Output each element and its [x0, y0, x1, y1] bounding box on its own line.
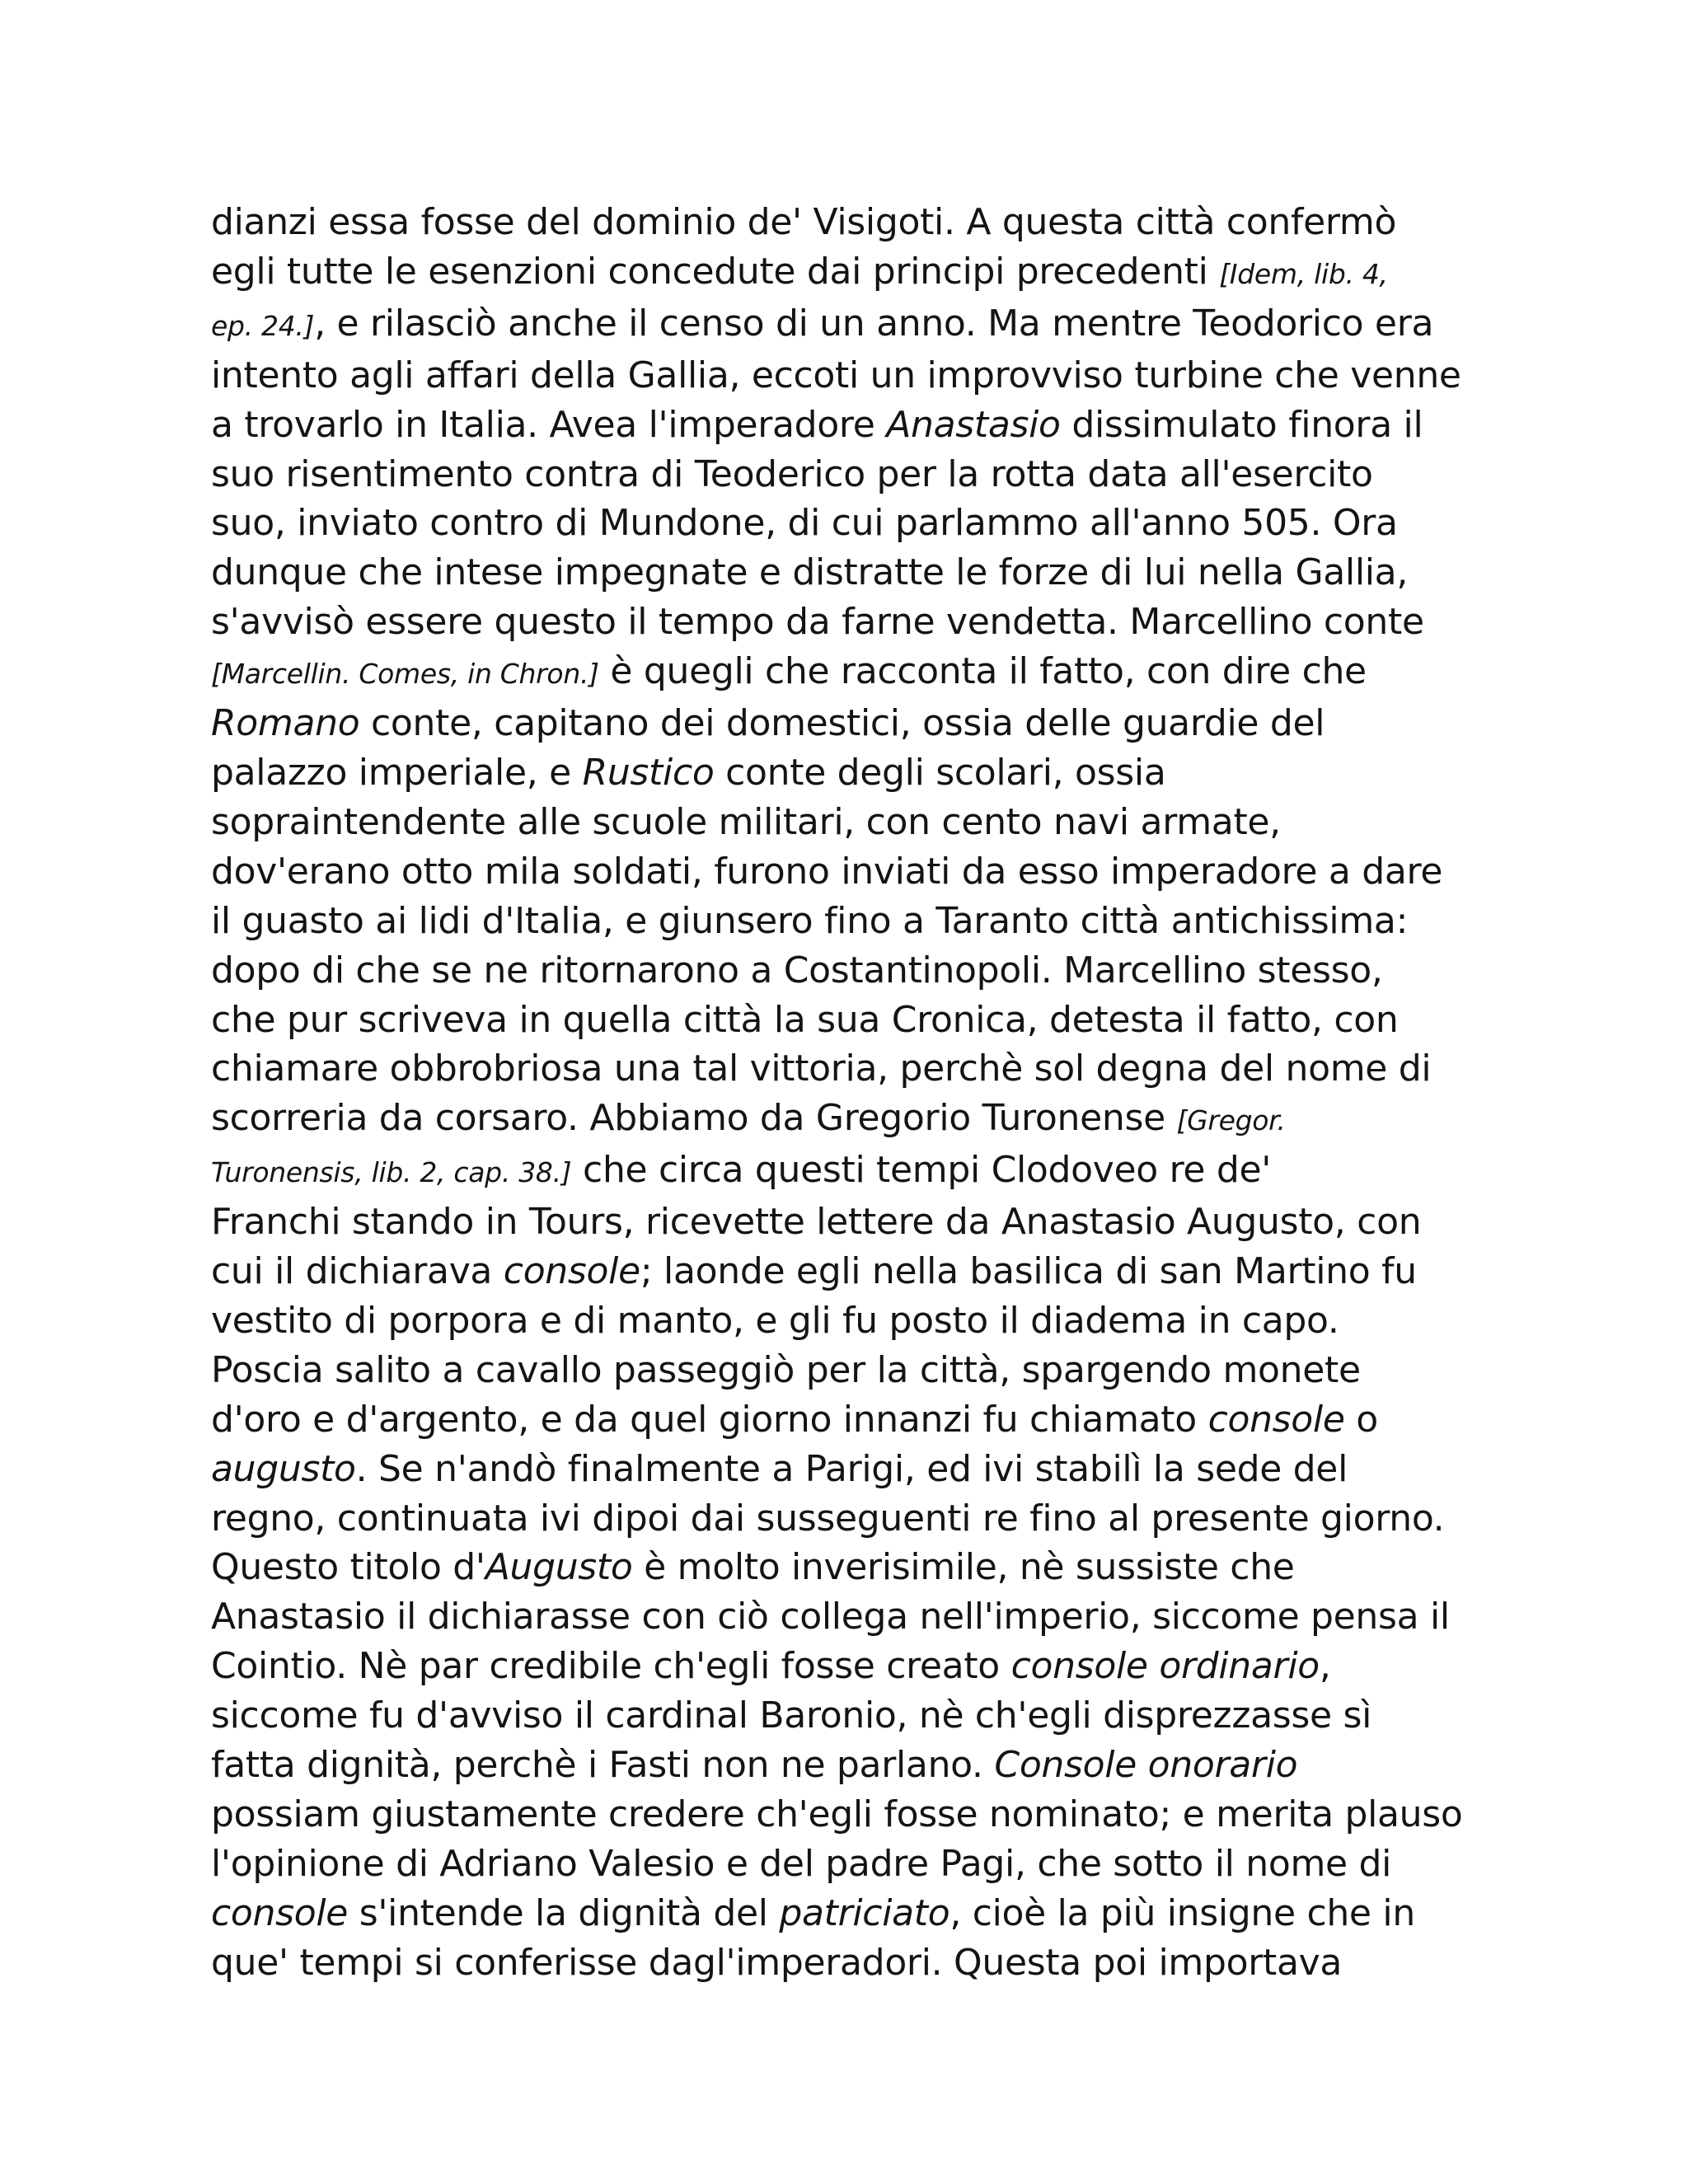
text-segment: Franchi stando in Tours, ricevette lettere da Anastasio Augusto, con	[211, 1201, 1422, 1244]
italic-term: Romano	[211, 702, 360, 745]
text-line	[211, 699, 1480, 748]
text-segment: sopraintendente alle scuole militari, con cento navi armate,	[211, 800, 1281, 843]
text-line	[211, 1296, 1480, 1346]
text-segment: è quegli che racconta il fatto, con dire che	[598, 650, 1367, 693]
text-line	[211, 351, 1480, 401]
text-segment: dianzi essa fosse del dominio de' Visigoti. A questa città confermò	[211, 201, 1397, 243]
text-segment: scorreria da corsaro. Abbiamo da Gregorio Turonense	[211, 1097, 1177, 1140]
text-segment: palazzo imperiale, e	[211, 751, 583, 794]
text-segment: d'oro e d'argento, e da quel giorno innanzi fu chiamato	[211, 1398, 1208, 1441]
text-line	[211, 1247, 1480, 1296]
text-line	[211, 548, 1480, 598]
text-line	[211, 1741, 1480, 1790]
text-segment: suo, inviato contro di Mundone, di cui parlammo all'anno 505. Ora	[211, 502, 1398, 545]
text-line	[211, 450, 1480, 499]
text-line	[211, 1395, 1480, 1445]
text-segment: dopo di che se ne ritornarono a Costantinopoli. Marcellino stesso,	[211, 949, 1383, 991]
italic-term: console	[503, 1250, 640, 1293]
text-segment: chiamare obbrobriosa una tal vittoria, perchè sol degna del nome di	[211, 1047, 1432, 1090]
text-segment: vestito di porpora e di manto, e gli fu posto il diadema in capo.	[211, 1299, 1339, 1342]
text-segment: Anastasio il dichiarasse con ciò collega nell'imperio, siccome pensa il	[211, 1596, 1450, 1638]
text-segment: ; laonde egli nella basilica di san Martino fu	[640, 1250, 1417, 1293]
text-line	[211, 198, 1480, 247]
text-line	[211, 1889, 1480, 1938]
text-line	[211, 1094, 1480, 1146]
citation-note: [Gregor.	[1176, 1104, 1286, 1137]
text-segment: intento agli affari della Gallia, eccoti un improvviso turbine che venne	[211, 354, 1461, 396]
text-line	[211, 798, 1480, 847]
text-line	[211, 1197, 1480, 1247]
text-segment: suo risentimento contra di Teoderico per la rotta data all'esercito	[211, 452, 1373, 495]
text-segment: cui il dichiarava	[211, 1250, 504, 1293]
text-segment: è molto inverisimile, nè sussiste che	[632, 1546, 1295, 1589]
text-segment: possiam giustamente credere ch'egli fosse nominato; e merita plauso	[211, 1793, 1463, 1835]
text-segment: . Se n'andò finalmente a Parigi, ed ivi stabilì la sede del	[355, 1447, 1348, 1490]
text-segment: Cointio. Nè par credibile ch'egli fosse creato	[211, 1645, 1011, 1688]
text-segment: fatta dignità, perchè i Fasti non ne parlano.	[211, 1744, 995, 1787]
text-line	[211, 1445, 1480, 1494]
text-line	[211, 647, 1480, 699]
text-line	[211, 499, 1480, 548]
text-line	[211, 1494, 1480, 1544]
text-segment: s'avvisò essere questo il tempo da farne vendetta. Marcellino conte	[211, 601, 1424, 644]
text-segment: , e rilasciò anche il censo di un anno. Ma mentre Teodorico era	[314, 302, 1434, 344]
text-line	[211, 1691, 1480, 1741]
text-line	[211, 1938, 1480, 1988]
text-line	[211, 1642, 1480, 1691]
text-line	[211, 1790, 1480, 1840]
text-line	[211, 598, 1480, 647]
text-line	[211, 996, 1480, 1045]
text-line	[211, 1543, 1480, 1592]
text-line	[211, 1592, 1480, 1642]
italic-term: Rustico	[582, 751, 715, 794]
italic-term: Anastasio	[886, 403, 1061, 446]
text-line	[211, 1346, 1480, 1395]
text-segment: Questo titolo d'	[211, 1546, 485, 1589]
text-segment: Poscia salito a cavallo passeggiò per la città, spargendo monete	[211, 1348, 1361, 1391]
text-segment: l'opinione di Adriano Valesio e del padre Pagi, che sotto il nome di	[211, 1842, 1392, 1885]
text-segment: o	[1344, 1398, 1378, 1441]
text-line	[211, 401, 1480, 450]
citation-note: [Idem, lib. 4,	[1219, 257, 1388, 290]
text-segment: dunque che intese impegnate e distratte le forze di lui nella Gallia,	[211, 551, 1409, 594]
text-segment: conte degli scolari, ossia	[714, 751, 1166, 794]
text-segment: s'intende la dignità del	[348, 1891, 780, 1934]
text-segment: regno, continuata ivi dipoi dai susseguenti re fino al presente giorno.	[211, 1497, 1445, 1540]
italic-term: console	[211, 1891, 349, 1934]
text-segment: que' tempi si conferisse dagl'imperadori. Questa poi importava	[211, 1941, 1343, 1984]
italic-term: Console onorario	[994, 1744, 1298, 1787]
text-segment: che circa questi tempi Clodoveo re de'	[571, 1149, 1272, 1192]
text-segment: dissimulato finora il	[1060, 403, 1423, 446]
text-segment: dov'erano otto mila soldati, furono inviati da esso imperadore a dare	[211, 850, 1443, 893]
citation-note: ep. 24.]	[211, 309, 315, 342]
italic-term: console	[1207, 1398, 1345, 1441]
citation-note: [Marcellin. Comes, in Chron.]	[211, 658, 599, 691]
text-line	[211, 946, 1480, 996]
text-line	[211, 299, 1480, 351]
text-line	[211, 847, 1480, 897]
text-segment: , cioè la più insigne che in	[950, 1891, 1415, 1934]
text-segment: siccome fu d'avviso il cardinal Baronio, nè ch'egli disprezzasse sì	[211, 1694, 1372, 1737]
text-line	[211, 1044, 1480, 1094]
text-segment: conte, capitano dei domestici, ossia delle guardie del	[359, 702, 1325, 745]
text-segment: il guasto ai lidi d'Italia, e giunsero fino a Taranto città antichissima:	[211, 899, 1409, 942]
text-segment: egli tutte le esenzioni concedute dai principi precedenti	[211, 250, 1220, 293]
citation-note: Turonensis, lib. 2, cap. 38.]	[211, 1156, 572, 1189]
text-segment: a trovarlo in Italia. Avea l'imperadore	[211, 403, 887, 446]
text-line	[211, 1146, 1480, 1197]
text-line	[211, 897, 1480, 946]
body-text	[211, 198, 1480, 1988]
text-segment: che pur scriveva in quella città la sua Cronica, detesta il fatto, con	[211, 998, 1399, 1041]
text-segment: ,	[1319, 1645, 1331, 1688]
italic-term: patriciato	[779, 1891, 950, 1934]
italic-term: augusto	[211, 1447, 356, 1490]
italic-term: console ordinario	[1010, 1645, 1320, 1688]
italic-term: Augusto	[485, 1546, 633, 1589]
text-line	[211, 748, 1480, 798]
text-line	[211, 1840, 1480, 1889]
text-line	[211, 247, 1480, 299]
